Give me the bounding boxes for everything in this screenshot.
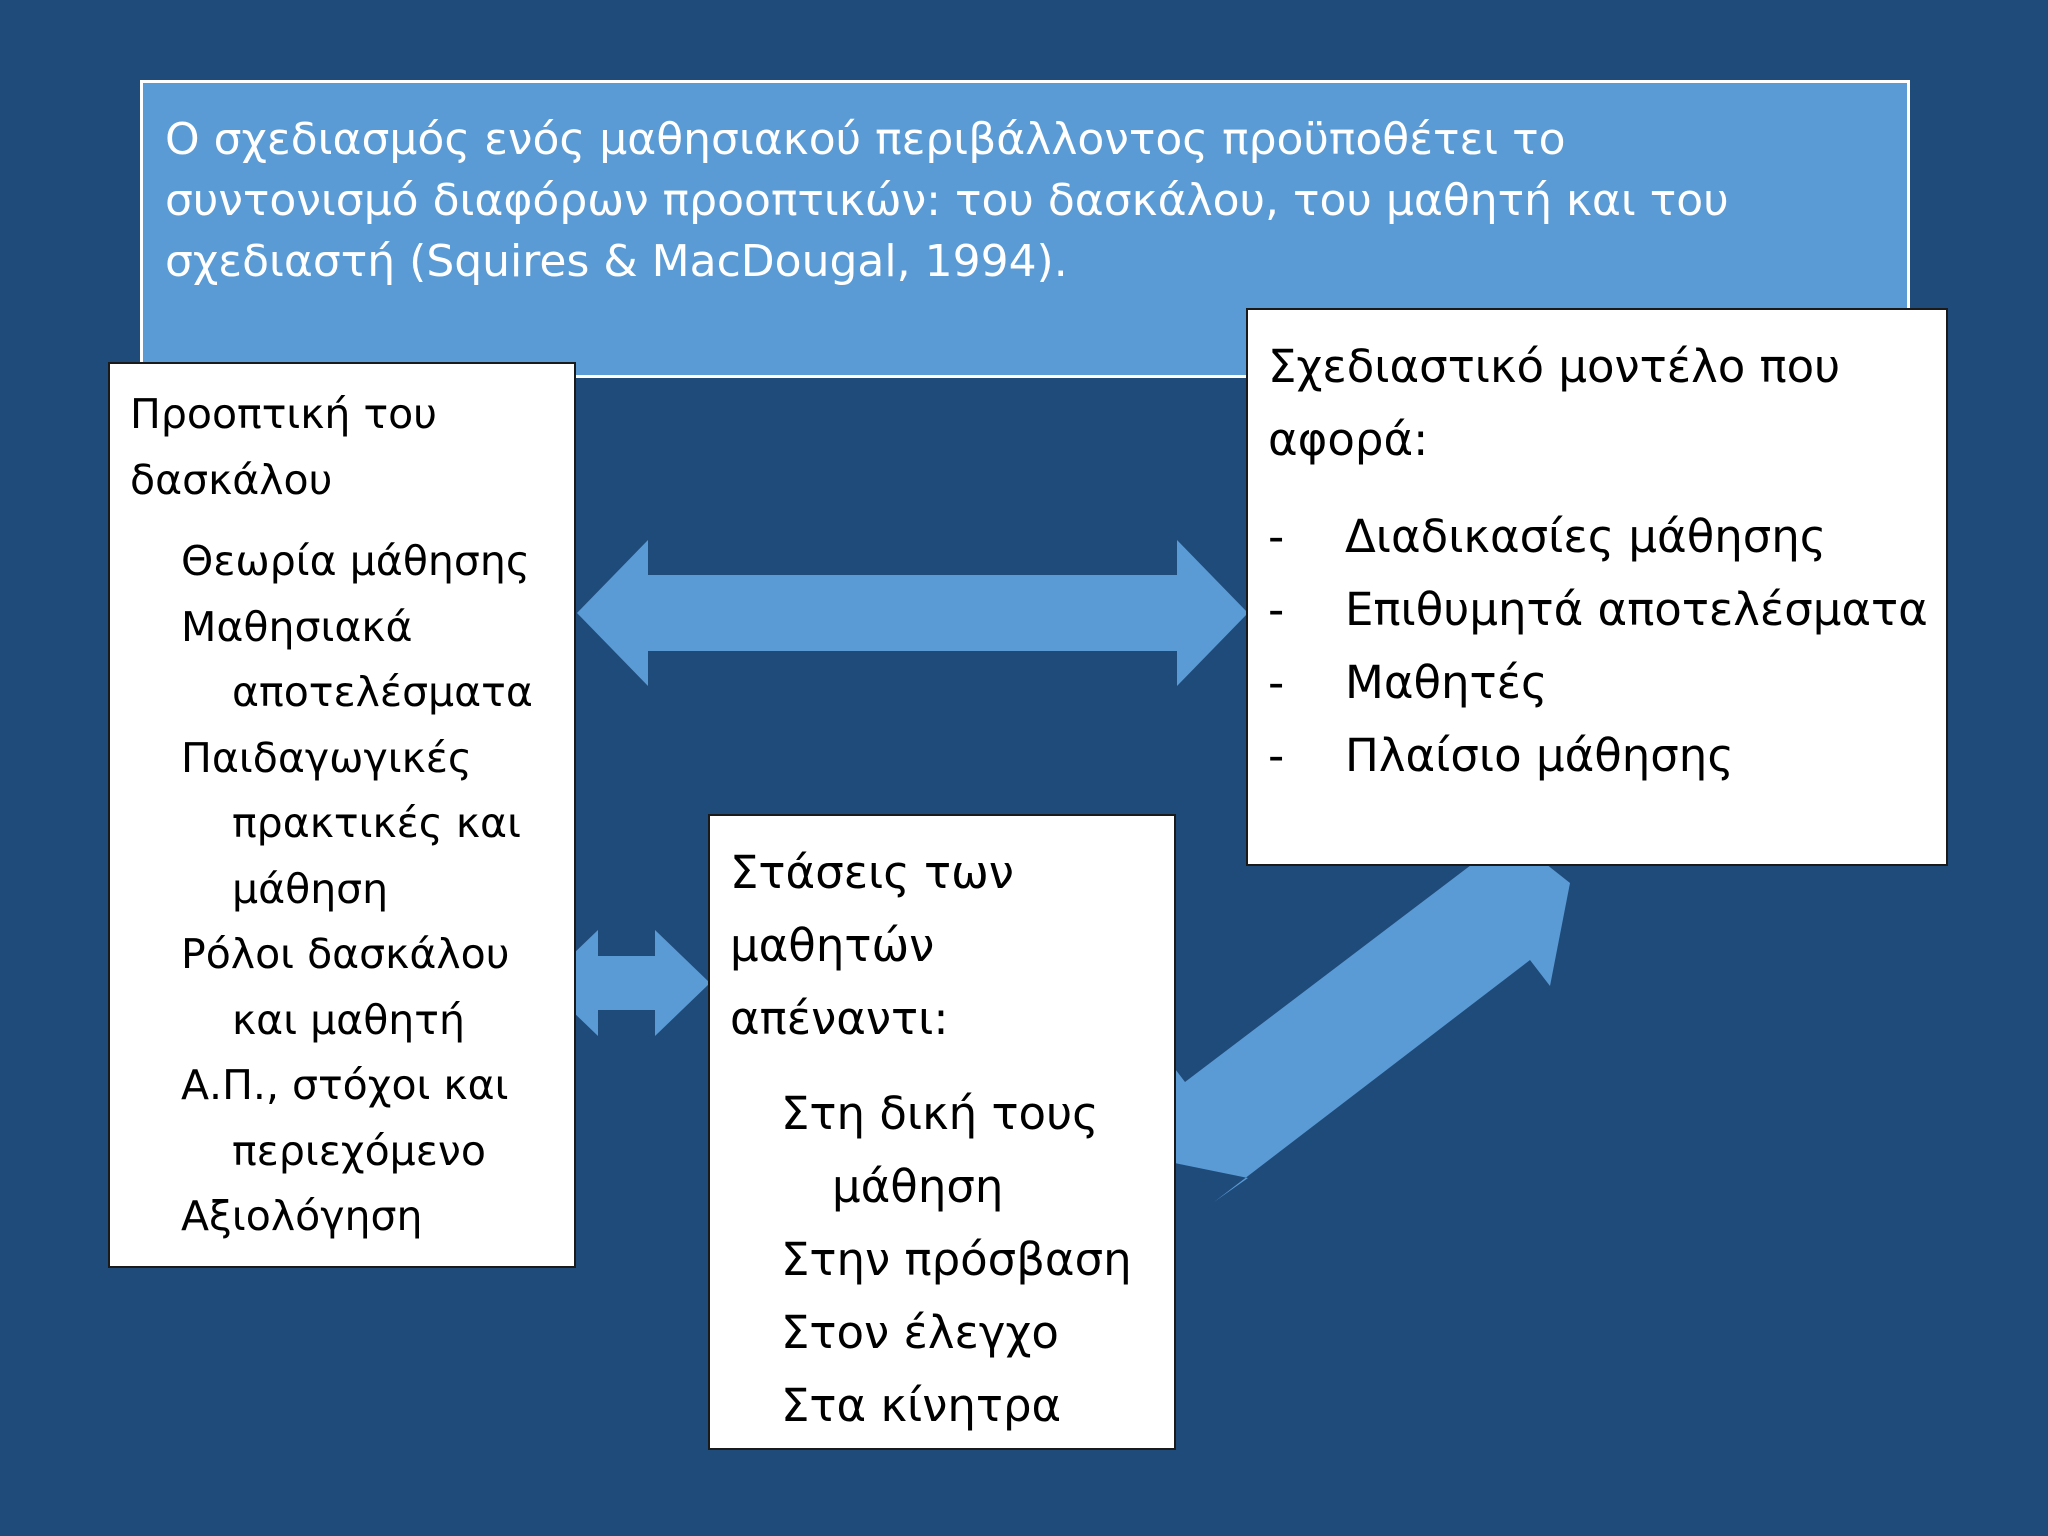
double-arrow-students-model	[1145, 815, 1570, 1202]
students-item: Στη δική τους μάθηση	[781, 1087, 1099, 1213]
teacher-item: Α.Π., στόχοι και περιεχόμενο	[181, 1061, 509, 1175]
teacher-item: Θεωρία μάθησης	[181, 537, 530, 585]
teacher-title-line-2: δασκάλου	[130, 455, 333, 504]
teacher-title-line-1: Προοπτική του	[130, 390, 437, 438]
dash-bullet: -	[1268, 583, 1285, 636]
teacher-perspective-box	[108, 362, 576, 1268]
model-title-line-1: Σχεδιαστικό μοντέλο που	[1268, 340, 1841, 393]
dash-bullet: -	[1268, 656, 1285, 709]
teacher-box-title	[130, 382, 564, 513]
students-item: Στον έλεγχο	[781, 1306, 1059, 1359]
double-arrow-teacher-model	[577, 540, 1248, 686]
students-box-title	[730, 836, 1164, 1055]
model-item-text: Επιθυμητά αποτελέσματα	[1345, 583, 1928, 636]
model-title-line-2: αφορά:	[1268, 413, 1429, 466]
header-line-2: συντονισμό διαφόρων προοπτικών: του δασκάλου, του μαθητή και του	[165, 175, 1729, 226]
students-item: Στα κίνητρα	[781, 1379, 1062, 1432]
teacher-item: Παιδαγωγικές πρακτικές και μάθηση	[181, 733, 521, 913]
students-item: Στην πρόσβαση	[781, 1233, 1132, 1286]
design-model-box	[1246, 308, 1948, 866]
teacher-item: Μαθησιακά αποτελέσματα	[181, 602, 533, 716]
model-box-title	[1268, 330, 1936, 476]
dash-bullet: -	[1268, 729, 1285, 782]
model-item-text: Πλαίσιο μάθησης	[1345, 729, 1734, 782]
teacher-item: Ρόλοι δασκάλου και μαθητή	[181, 930, 510, 1044]
header-line-1: Ο σχεδιασμός ενός μαθησιακού περιβάλλοντος προϋποθέτει το	[165, 114, 1566, 165]
student-attitudes-box	[708, 814, 1176, 1450]
model-item	[1268, 646, 1936, 719]
teacher-item: Αξιολόγηση	[181, 1192, 423, 1240]
students-title-line-1: Στάσεις των	[730, 846, 1014, 899]
model-item	[1268, 719, 1936, 792]
model-item-text: Μαθητές	[1345, 656, 1548, 709]
model-item	[1268, 573, 1936, 646]
dash-bullet: -	[1268, 510, 1285, 563]
students-title-line-2: μαθητών	[730, 919, 935, 972]
header-line-3: σχεδιαστή (Squires & MacDougal, 1994).	[165, 236, 1068, 287]
model-item	[1268, 500, 1936, 573]
model-item-text: Διαδικασίες μάθησης	[1345, 510, 1827, 563]
students-title-line-3: απέναντι:	[730, 992, 949, 1045]
